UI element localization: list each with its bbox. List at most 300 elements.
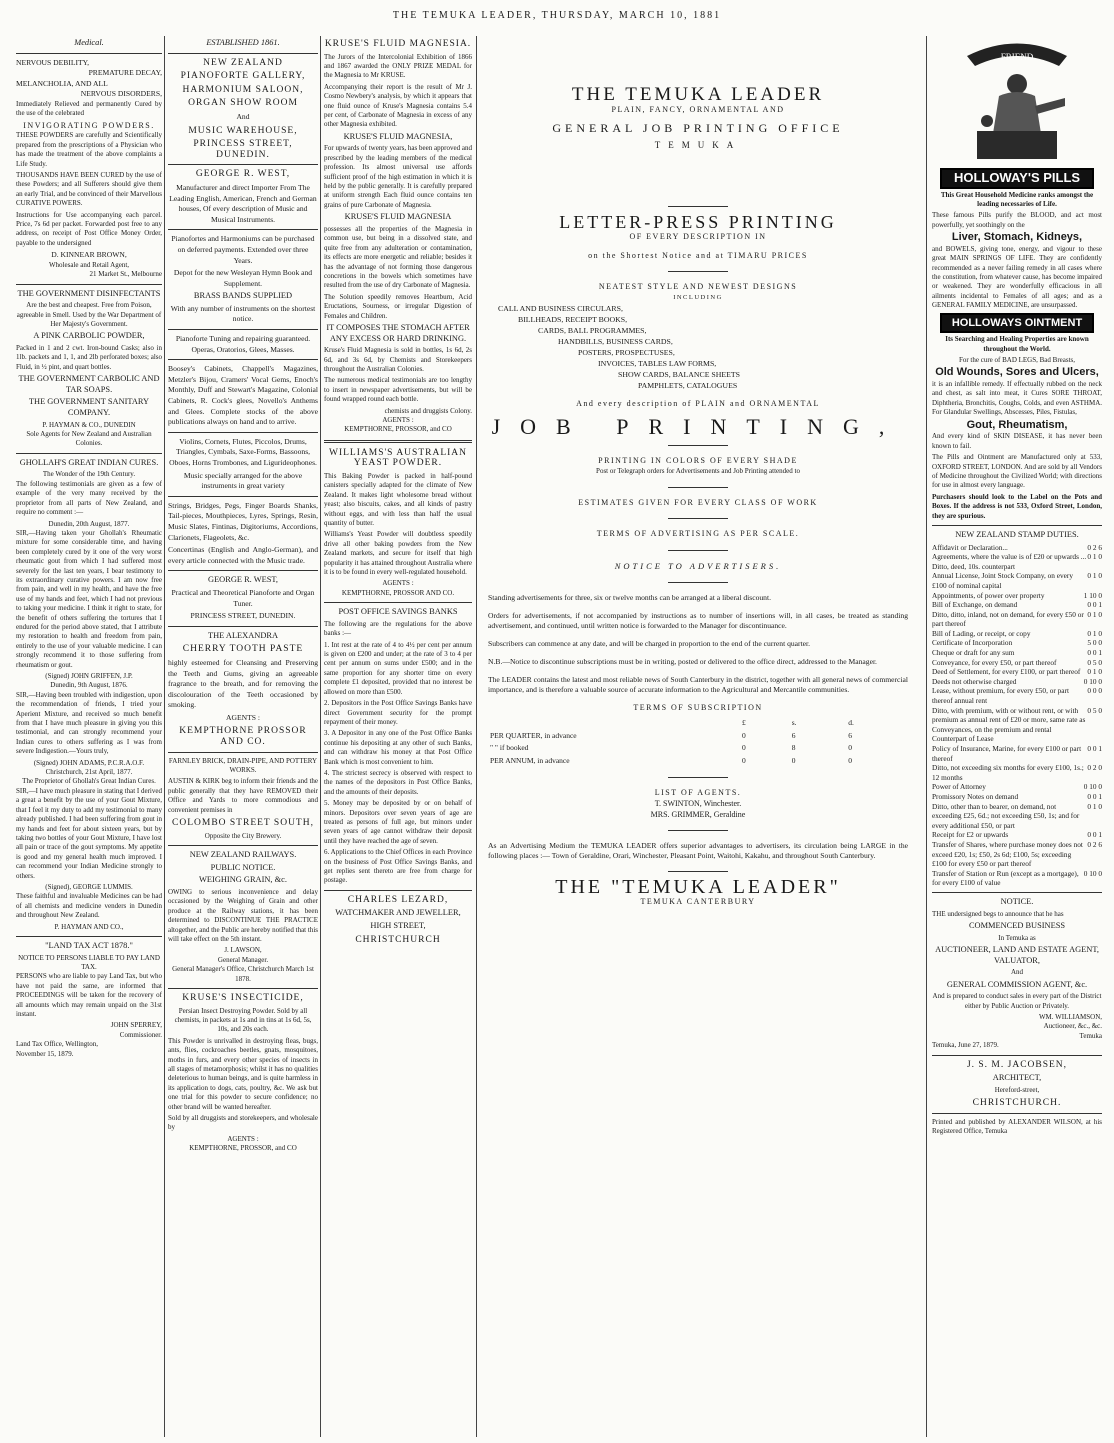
table-row [932,869,1102,888]
letter-sign: (Signed) JOHN GRIFFEN, J.P. [45,672,133,680]
printing-items [488,303,908,391]
table-row [488,730,908,743]
ad-body: Music specially arranged for the above instruments in great variety [183,470,303,491]
ad-line: GENERAL JOB PRINTING OFFICE [552,121,844,136]
ad-body: As an Advertising Medium the TEMUKA LEADER offers superior advantages to advertisers, its circulation being LARGE in the following places :— Town of Geraldine, Orari, Winchester, Pleasant Point, Waitohi, Kakahu, and throughout South Canterbury. [488,841,908,861]
ad-body: Standing advertisements for three, six or twelve months can be arranged at a liberal discount. [488,592,771,602]
table-row [932,686,1102,705]
duty-amount: 5 0 0 [1087,638,1102,648]
ad-sign: KEMPTHORNE, PROSSOR AND CO. [341,588,455,597]
divider [16,284,162,285]
ad-cherry-paste [168,631,318,748]
list-item: HANDBILLS, BUSINESS CARDS, [558,337,673,347]
table-row [932,677,1102,687]
ad-date: Temuka, June 27, 1879. [932,1041,999,1050]
ad-line: PRINCESS STREET, DUNEDIN. [193,139,293,160]
ad-title: WILLIAMS'S AUSTRALIAN YEAST POWDER. [328,447,468,469]
ad-body: The numerous medical testimonials are too lengthy to insert in newspaper advertisements, but will be found wrapped round each bottle. [324,376,472,404]
ad-line: PRINTING IN COLORS OF EVERY SHADE [598,455,798,465]
divider [668,830,728,831]
ad-body: The Pills and Ointment are Manufactured only at 533, OXFORD STREET, LONDON. And are sold by all Vendors of Medicine throughout the Civilized World; with directions for use in almost every language. [932,453,1102,490]
table-row [932,667,1102,677]
agent-line: MRS. GRIMMER, Geraldine [650,809,746,819]
column-4 [488,36,908,1437]
ad-body: Manufacturer and direct Importer From The Leading English, American, French and German houses, Of every description of Music and Musical Instruments. [169,182,317,224]
table-row [932,830,1102,840]
ad-sign-town: Temuka [1079,1031,1102,1040]
divider [932,525,1102,526]
ad-body: Are the best and cheapest. Free from Poison, agreeable in Smell. Used by the War Department of Her Majesty's Government. [16,301,162,329]
ad-sign: P. HAYMAN AND CO., [54,922,124,931]
ad-body: Instructions for Use accompanying each parcel. Price, 7s 6d per packet. Forwarded post free to any address, on receipt of Post Office Money Order, payable to the undersigned [16,210,162,247]
ad-body: Williams's Yeast Powder will doubtless speedily drive all other baking powders from the New Zealand markets, and secure for itself that high popularity it has attained throughout Australia where it is to be found in every well-regulated household. [324,530,472,577]
divider [668,582,728,583]
ad-body: THOUSANDS HAVE BEEN CURED by the use of these Powders; and all Sufferers should give them an early Trial, and be convinced of their Marvellous CURATIVE POWERS. [16,171,162,208]
column-rule [320,36,321,1437]
ad-body: Concertinas (English and Anglo-German), and every article connected with the Music trade. [168,545,318,565]
page-header: THE TEMUKA LEADER, THURSDAY, MARCH 10, 1881 [392,10,722,21]
ad-body: This Great Household Medicine ranks amongst the leading necessaries of Life. [940,190,1094,208]
duty-item: Certificate of Incorporation [932,638,1013,648]
table-row [932,706,1102,744]
ad-line: MELANCHOLIA, AND ALL [16,78,108,88]
table-cell: 0 [791,755,796,765]
ad-agents: AGENTS : [227,1134,259,1143]
divider [168,53,318,54]
table-row [932,782,1102,792]
ad-body: possesses all the properties of the Magnesia in common use, but being in a dissolved state, and quite free from any adulteration or contamination, its effects are more energetic and reliable; besides it has the advantage of not forming those dangerous concretions in the bowels which sometimes have resulted from the use of dry Carbonate of Magnesia. [324,224,472,290]
ad-subtitle: WEIGHING GRAIN, &c. [199,875,287,885]
list-item: PAMPHLETS, CATALOGUES [638,381,738,391]
ad-sign-role: Auctioneer, &c., &c. [1043,1022,1102,1031]
divider [168,845,318,846]
ad-body: Pianoforte Tuning and repairing guaranteed. Operas, Oratorios, Glees, Masses. [175,334,311,354]
ad-body: Persian Insect Destroying Powder. Sold by all chemists, in packets at 1s and in tins at 1s 6d, 5s, 10s, and 20s each. [174,1006,312,1034]
duty-amount: 0 1 0 [1087,628,1102,638]
ad-line: CHRISTCHURCH [355,934,441,945]
divider [324,440,472,443]
divider [668,487,728,488]
ad-body: With any number of instruments on the shortest notice. [170,303,316,324]
subscription-table [488,717,908,767]
section-heading: Medical. [74,38,104,47]
table-cell: 0 [742,755,746,765]
table-row [932,744,1102,763]
ad-williams-yeast [324,448,472,598]
divider [168,626,318,627]
ad-line: Opposite the City Brewery. [204,831,282,840]
ad-body: Orders for advertisements, if not accompanied by instructions as to number of insertions will, in all cases, be treated as standing advertisement, and continued, until written notice is forwarded to the Manager for discontinuance. [488,610,908,630]
ad-body: Accompanying their report is the result of Mr J. Cosmo Newbery's analysis, by which it appears that one fluid ounce of Kruse's Magnesia contains 5.4 per cent, of Carbonate of Magnesia in excess of any other Magnesia exhibited. [324,82,472,129]
ad-title: THE GOVERNMENT DISINFECTANTS [17,288,161,298]
ad-sign-role: General Manager. [217,955,269,964]
ad-title: NEW ZEALAND RAILWAYS. [189,850,297,860]
duty-amount: 0 0 1 [1087,600,1102,610]
printing-office-title: THE TEMUKA LEADER [571,84,825,105]
duty-item: Promissory Notes on demand [932,791,1019,801]
ad-body: it is an infallible remedy. If effectually rubbed on the neck and chest, as salt into meat, it Cures SORE THROAT, Diphtheria, Bronchitis, Coughs, Colds, and even ASTHMA. For Glandular Swellings, Abscesses, Piles, Fistulas, [932,380,1102,417]
letter-date: Dunedin, 20th August, 1877. [48,519,130,528]
table-row [932,562,1102,572]
ad-body: And every kind of SKIN DISEASE, it has never been known to fail. [932,432,1102,450]
duty-amount: 0 2 6 [1087,839,1102,849]
footer-title: THE "TEMUKA LEADER" [555,876,841,899]
ad-title: A PINK CARBOLIC POWDER, [33,331,145,341]
ad-title: LETTER-PRESS PRINTING [559,212,837,233]
duty-amount: 0 10 0 [1083,868,1102,878]
agent-line: T. SWINTON, Winchester. [654,799,742,809]
divider [168,164,318,165]
divider [668,518,728,519]
table-cell: 0 [742,743,746,753]
table-row [932,552,1102,562]
duty-amount: 0 1 0 [1087,571,1102,581]
ad-line: OF EVERY DESCRIPTION IN [629,231,767,241]
ad-body: Violins, Cornets, Flutes, Piccolos, Drums, Triangles, Cymbals, Saxe-Forms, Bassoons, Oboes, Horns Trombones, and Ligurideophones. [169,436,317,467]
ad-line: WATCHMAKER AND JEWELLER, [335,908,461,918]
stamp-duties-list [932,543,1102,888]
ad-sign: KEMPTHORNE PROSSOR AND CO. [179,726,307,748]
ad-line: And every description of PLAIN and ORNAMENTAL [576,399,820,409]
duty-amount: 0 0 1 [1087,744,1102,753]
ad-line: TEMUKA [654,139,742,150]
ad-body: And is prepared to conduct sales in every part of the District either by Public Auction or Privately. [932,992,1102,1010]
ad-body: Sole Agents for New Zealand and Australian Colonies. [26,430,152,448]
ad-line: COMMENCED BUSINESS [968,920,1066,930]
holloways-pills-banner: HOLLOWAY'S PILLS [940,168,1094,189]
ad-body: Strings, Bridges, Pegs, Finger Boards Shanks, Tail-pieces, Mouthpieces, Lyres, Springs, Resin, Music Slates, Fintinas, Digitoriums, Accordions, Clarionets, Flageolets, &c. [168,500,318,542]
duty-item: Ditto, other than to bearer, on demand, not exceeding £25, 6d.; not exceeding £50, 1s; and for every additional £50, or part [932,801,1080,830]
duty-amount: 0 2 0 [1087,763,1102,773]
ad-body: Practical and Theoretical Pianoforte and Organ Tuner. [171,587,315,608]
table-row [932,763,1102,782]
table-row [932,600,1102,610]
duty-item: Bill of Lading, or receipt, or copy [932,628,1031,638]
ad-title: GHOLLAH'S GREAT INDIAN CURES. [19,457,159,467]
table-cell: 0 [742,730,746,740]
ad-nervous [16,58,162,280]
column-3 [324,36,472,1437]
ad-line: on the Shortest Notice and at TIMARU PRICES [588,250,808,260]
divider [668,777,728,778]
ad-title: J. S. M. JACOBSEN, [966,1059,1068,1070]
ad-title: Old Wounds, Sores and Ulcers, [935,366,1099,379]
divider [168,229,318,230]
ad-body: Sold by all druggists and storekeepers, and wholesale by [168,1114,318,1132]
holloways-ointment-banner: HOLLOWAYS OINTMENT [940,313,1094,334]
duty-item: Ditto, ditto, inland, not on demand, for every £50 or part thereof [932,609,1084,629]
duty-item: Transfer of Station or Run (except as a mortgage), for every £100 of value [932,868,1079,888]
ad-title: "LAND TAX ACT 1878." [45,940,133,950]
ad-line: HARMONIUM SALOON, [182,84,304,95]
duty-item: Power of Attorney [932,782,986,792]
ad-body: THESE POWDERS are carefully and Scientifically prepared from the prescriptions of a Physician who has made the treatment of the above complaints a Life Study. [16,131,162,168]
table-row [932,638,1102,648]
ad-subtitle: The Wonder of the 19th Century. [42,470,136,479]
duty-amount: 0 1 0 [1087,552,1102,562]
duty-amount: 0 10 0 [1083,782,1102,792]
duty-item: Deeds not otherwise charged [932,676,1017,686]
ad-date: November 15, 1879. [16,1049,74,1058]
divider [16,453,162,454]
ad-body: Subscribers can commence at any date, and will be charged in proportion to the end of the current quarter. [488,638,811,648]
table-row [932,629,1102,639]
duty-item: Receipt for £2 or upwards [932,830,1009,840]
ad-body: 1. Int rest at the rate of 4 to 4½ per cent per annum is given on £200 and under; at the rate of 3 to 4 per cent per annum on sums under £500; and in the same proportion for any shorter time on every complete £1 deposited, provided that no interest be allowed on more than £500. [324,640,472,696]
ad-line: MUSIC WAREHOUSE, [188,125,298,136]
ad-body: The following testimonials are given as a few of example of the very many received by the proprietor from all parts of New Zealand, and require no comment :— [16,479,162,517]
divider [932,892,1102,893]
ad-line: TERMS OF ADVERTISING AS PER SCALE. [596,529,800,539]
column-rule [164,36,165,1437]
duty-item: Deed of Settlement, for every £100, or part thereof [932,667,1081,677]
ad-title: NOTICE TO ADVERTISERS. [614,560,782,571]
ad-line: And [1010,968,1024,977]
table-cell: 6 [791,730,796,740]
duty-amount: 0 10 0 [1083,676,1102,686]
ad-line: NERVOUS DEBILITY, [16,57,90,67]
ad-body: The following are the regulations for the above banks :— [324,619,472,638]
ad-body: These faithful and invaluable Medicines can be had of all chemists and medicine venders in Dunedin and throughout New Zealand. [16,892,162,920]
ad-sign: JOHN SPERREY, [110,1021,162,1030]
table-row [488,742,908,755]
ad-body: 5. Money may be deposited by or on behalf of minors. Depositors over seven years of age are treated as persons of full age, but minors under seven years of age cannot withdraw their deposit until they have reached the age of seven. [324,799,472,845]
duty-item: Annual License, Joint Stock Company, on every £100 of nominal capital [932,571,1073,590]
logo-text: FRIEND [1000,52,1034,62]
table-row [932,658,1102,668]
ad-farnley [168,757,318,841]
ad-line: NERVOUS DISORDERS, [80,89,162,99]
table-row [932,591,1102,601]
duty-item: Agreements, where the value is of £20 or upwards ... [932,552,1087,562]
ad-title: TERMS OF SUBSCRIPTION [633,702,763,712]
ad-sign-role: Wholesale and Retail Agent, [48,260,130,269]
ad-line: NEW ZEALAND [203,57,283,68]
ad-williamson [932,897,1102,1051]
table-row [488,717,908,730]
list-item: BILLHEADS, RECEIPT BOOKS, [518,315,628,325]
ad-line: ESTIMATES GIVEN FOR EVERY CLASS OF WORK [578,497,818,507]
ad-title: KRUSE'S FLUID MAGNESIA, [343,131,453,141]
table-header: £ [742,718,746,728]
duty-amount: 0 5 0 [1087,705,1102,715]
ad-line: Post or Telegraph orders for Advertisements and Job Printing attended to [596,467,800,476]
ad-title: Gout, Rheumatism, [966,418,1068,431]
duty-amount: 0 5 0 [1087,657,1102,667]
ad-railways [168,850,318,984]
ad-body: AUSTIN & KIRK beg to inform their friends and the public generally that they have REMOVED their Office and Yards to more commodious and convenient premises in [168,777,318,814]
ad-office: General Manager's Office, Christchurch March 1st 1878. [172,965,314,983]
divider [932,1113,1102,1114]
ad-line: chemists and druggists Colony. [384,406,472,415]
ad-body: OWING to serious inconvenience and delay occasioned by the Weighing of Grain and other produce at the Railway stations, it has been determined to DISCONTINUE THE PRACTICE altogether, and the Public are hereby notified that this will take effect on the 5th instant. [168,887,318,943]
duty-item: Transfer of Shares, where purchase money does not exceed £20, 1s; £50, 2s 6d; £100, 5s; exceeding £100 for every £50 or part thereof [932,839,1083,869]
duty-amount: 0 2 6 [1087,542,1102,552]
duty-amount: 0 0 1 [1087,791,1102,801]
divider [168,496,318,497]
ad-body: N.B.—Notice to discontinue subscriptions must be in writing, posted or delivered to the office direct, addressed to the Manager. [488,656,877,666]
divider [168,570,318,571]
divider [16,53,162,54]
ad-title: FARNLEY BRICK, DRAIN-PIPE, AND POTTERY WORKS. [168,756,318,775]
ad-line: In Temuka as [998,933,1036,942]
letter-body: SIR,—Having been troubled with indigestion, upon the recommendation of friends, I tried your Aperient Mixture, and received so much benefit from that I have much pleasure in giving you this testimonial, and can strongly recommend your Indian cures to others suffering as I was from severe Indigestion.—Yours truly, [16,690,162,756]
ad-body: Boosey's Cabinets, Chappell's Magazines, Metzler's Bijou, Cramers' Vocal Gems, Enoch's Monthly, Duff and Stewart's Magazine, Colonial Cabinets, R. Cock's glees, Novello's Anthems and Glees. Complete stocks of the above publications always on hand and to arrive. [168,364,318,427]
divider [168,329,318,330]
column-rule [926,36,927,1437]
ad-address: PRINCESS STREET, DUNEDIN. [190,611,296,621]
divider [324,890,472,891]
duty-item: Ditto, not exceeding six months for every £100, 1s.; 12 months [932,763,1084,782]
ad-subtitle: PUBLIC NOTICE. [210,862,276,872]
ad-lezard [324,895,472,945]
divider [668,871,728,872]
divider [932,1055,1102,1056]
ad-title: NOTICE. [1000,896,1034,906]
ad-body: The Jurors of the Intercolonial Exhibition of 1866 and 1867 awarded the ONLY PRIZE MEDAL for the Magnesia to Mr KRUSE. [324,52,472,80]
duty-amount: 1 10 0 [1083,590,1102,600]
duty-amount: 0 1 0 [1087,801,1102,811]
ad-sign: KEMPTHORNE, PROSSOR, and CO [344,425,452,434]
column-2 [168,36,318,1437]
ad-title: JOB PRINTING, [491,413,905,439]
table-row [932,802,1102,831]
hygeia-logo [947,36,1087,166]
ad-body: and BOWELS, giving tone, energy, and vigour to these great MAIN SPRINGS OF LIFE. They are confidently recommended as a never failing remedy in all cases where the constitution, from whatever cause, has become impaired or weakened. They are wonderfully efficacious in all ailments incidental to Females of all ages; and as a GENERAL FAMILY MEDICINE, are unsurpassed. [932,244,1102,310]
ad-body: THE undersigned begs to announce that he has [932,909,1064,918]
ad-disinfectants [16,289,162,449]
ad-address: 21 Market St., Melbourne [89,270,162,279]
hygeia-figure-icon [947,36,1087,166]
ad-title: KRUSE'S FLUID MAGNESIA. [324,39,472,49]
stamp-duties-title: NEW ZEALAND STAMP DUTIES. [955,529,1079,539]
ad-land-tax [16,941,162,1059]
column-rule [476,36,477,1437]
divider [668,271,728,272]
duty-item: Policy of Insurance, Marine, for every £100 or part thereof [932,744,1082,763]
table-cell: 6 [848,730,852,740]
ad-line: NEATEST STYLE AND NEWEST DESIGNS [598,282,798,292]
footer-subtitle: TEMUKA CANTERBURY [640,896,756,906]
ad-savings-banks [324,607,472,886]
letter-date: Christchurch, 21st April, 1877. [45,768,133,777]
ad-line: CHRISTCHURCH. [972,1098,1062,1109]
ad-sign: J. LAWSON, [224,946,262,955]
table-cell: PER ANNUM, in advance [490,755,570,765]
ad-body: Packed in 1 and 2 cwt. Iron-bound Casks; also in 1lb. packets and 1, 1, and 2lb perforated boxes; also Fluid, in ½ pint, and quart bottles. [16,344,162,371]
ad-body: For upwards of twenty years, has been approved and prescribed by the leading members of the medical profession. Its almost universal use affords sufficient proof of the high estimation in which it is held by the public generally. It is carefully prepared at uniform strength Each fluid ounce contains ten grains of pure Carbonate of Magnesia. [324,144,472,209]
duty-item: Cheque or draft for any sum [932,648,1015,658]
ad-line: PLAIN, FANCY, ORNAMENTAL AND [611,104,785,114]
divider [16,936,162,937]
table-row [932,840,1102,869]
column-1 [16,36,162,1437]
ad-line: And [236,111,250,121]
ad-title: POST OFFICE SAVINGS BANKS [338,607,458,617]
table-cell: PER QUARTER, in advance [490,730,577,740]
ad-sign: GEORGE R. WEST, [195,169,291,180]
ad-line: AUCTIONEER, LAND AND ESTATE AGENT, VALUATOR, [935,944,1099,965]
table-cell: " " if booked [490,743,529,753]
table-header: s. [791,718,797,728]
ad-title: KRUSE'S INSECTICIDE, [182,992,304,1003]
ad-body: 2. Depositors in the Post Office Savings Banks have direct Government security for the prompt repayment of their money. [324,699,472,726]
table-cell: 0 [848,743,852,753]
imprint: Printed and published by ALEXANDER WILSON, at his Registered Office, Temuka [932,1117,1102,1136]
ad-body: This Powder is unrivalled in destroying fleas, bugs, ants, flies, cockroaches beetles, gnats, mosquitoes, moths in furs, and every other species of insects in all stages of metamorphosis; whilst it has no qualities deleterious to human beings, and is quite harmless in its application to dogs, cats, poultry, &c. We ask but one trial for this powder to secure confidence; no other brand will be wanted hereafter. [168,1036,318,1111]
divider [668,206,728,207]
ad-jacobsen [932,1060,1102,1109]
divider [324,602,472,603]
ad-sign: WM. WILLIAMSON, [1038,1012,1102,1021]
ad-title: INVIGORATING POWDERS. [23,120,155,130]
table-row [932,792,1102,802]
table-row [932,571,1102,590]
duty-item: Lease, without premium, for every £50, or part thereof annual rent [932,686,1069,706]
duty-amount: 0 0 1 [1087,648,1102,658]
ad-line: Hereford-street, [994,1085,1040,1094]
list-item: SHOW CARDS, BALANCE SHEETS [618,370,741,380]
ad-insecticide [168,993,318,1154]
ad-body: Purchasers should look to the Label on the Pots and Boxes. If the address is not 533, Oxford Street, London, they are spurious. [932,492,1102,520]
letter-sign: (Signed), GEORGE LUMMIS. [45,882,133,891]
ad-title: PIANOFORTE GALLERY, [180,71,306,82]
ad-title: BRASS BANDS SUPPLIED [193,291,293,301]
ad-office: Land Tax Office, Wellington, [16,1040,98,1049]
ad-line: ORGAN SHOW ROOM [188,98,298,109]
ad-kruse-magnesia [324,39,472,435]
ad-body: PERSONS who are liable to pay Land Tax, but who have not paid the same, are informed that PROCEEDINGS will be taken for the recovery of all amounts which may remain unpaid on the 31st instant. [16,972,162,1018]
duty-item: Ditto, deed, 10s. counterpart [932,561,1016,571]
ad-title: Liver, Stomach, Kidneys, [951,231,1083,244]
ad-title: CHARLES LEZARD, [347,894,449,905]
ad-line: COLOMBO STREET SOUTH, [172,818,314,829]
letter-to: The Proprietor of Ghollah's Great Indian Cures. [22,777,156,786]
ad-agents: AGENTS : [382,415,414,424]
ad-body: 6. Applications to the Chief Offices in each Province on the business of Post Office Savings Banks, and get replies sent thereto are free from charge for postage. [324,848,472,885]
table-row [932,543,1102,553]
ad-body: Its Searching and Healing Properties are known throughout the World. [945,335,1089,353]
ad-body: Immediately Relieved and permanently Cured by the use of the celebrated [16,99,162,118]
ad-established: ESTABLISHED 1861. [206,38,280,47]
table-cell: 0 [848,755,852,765]
ad-sign: KEMPTHORNE, PROSSOR, and CO [189,1144,297,1153]
list-item: CARDS, BALL PROGRAMMES, [538,326,647,336]
divider [168,752,318,753]
column-5 [932,36,1102,1437]
divider [668,445,728,446]
ad-body: 3. A Depositor in any one of the Post Office Banks continue his depositing at any other of such Banks, and can withdraw his money at that Post Office Bank which is most convenient to him. [324,729,472,766]
ad-subtitle: IT COMPOSES THE STOMACH AFTER ANY EXCESS OR HARD DRINKING. [326,322,470,343]
ad-body: Kruse's Fluid Magnesia is sold in bottles, 1s 6d, 2s 6d, and 3s 6d, by Chemists and Storekeepers throughout the Australian Colonies. [324,346,472,373]
ad-subtitle: NOTICE TO PERSONS LIABLE TO PAY LAND TAX. [18,953,160,971]
table-row [488,755,908,768]
list-item: INVOICES, TABLES LAW FORMS, [598,359,717,369]
ad-title: THE GOVERNMENT CARBOLIC AND TAR SOAPS. [18,374,160,394]
ad-ghollah [16,458,162,932]
ad-sign: P. HAYMAN & CO., DUNEDIN [42,420,136,429]
divider [168,988,318,989]
ad-body: 4. The strictest secrecy is observed with respect to the names of the depositors in Post Office Banks, and the amounts of their deposits. [324,768,472,796]
ad-body: The LEADER contains the latest and most reliable news of South Canterbury in the district, together with all general news of commercial importance, and is therefore a valuable source of accurate information to the Agricultural and Mercantile communities. [488,674,908,694]
table-row [932,648,1102,658]
table-header: d. [848,718,854,728]
list-item: POSTERS, PROSPECTUSES, [578,348,675,358]
ad-body: The Solution speedily removes Heartburn, Acid Eructations, Sourness, or irregular Digestion of Females and Children. [324,292,472,320]
divider [168,359,318,360]
letter-body: SIR,—I have much pleasure in stating that I derived a great a benefit by the use of your Gout Mixture, that I feel it my duty to add my testimonial to many already published. I had been suffering from gout in my hands and feet for about sixteen years, but by taking two bottles of your Gout Mixture, I have lost all pain or trace of the gout symptoms. My appetite is good and my general health much improved. I can recommend your Indian Medicine strongly to others. [16,786,162,880]
ad-line: GENERAL COMMISSION AGENT, &c. [946,979,1088,989]
